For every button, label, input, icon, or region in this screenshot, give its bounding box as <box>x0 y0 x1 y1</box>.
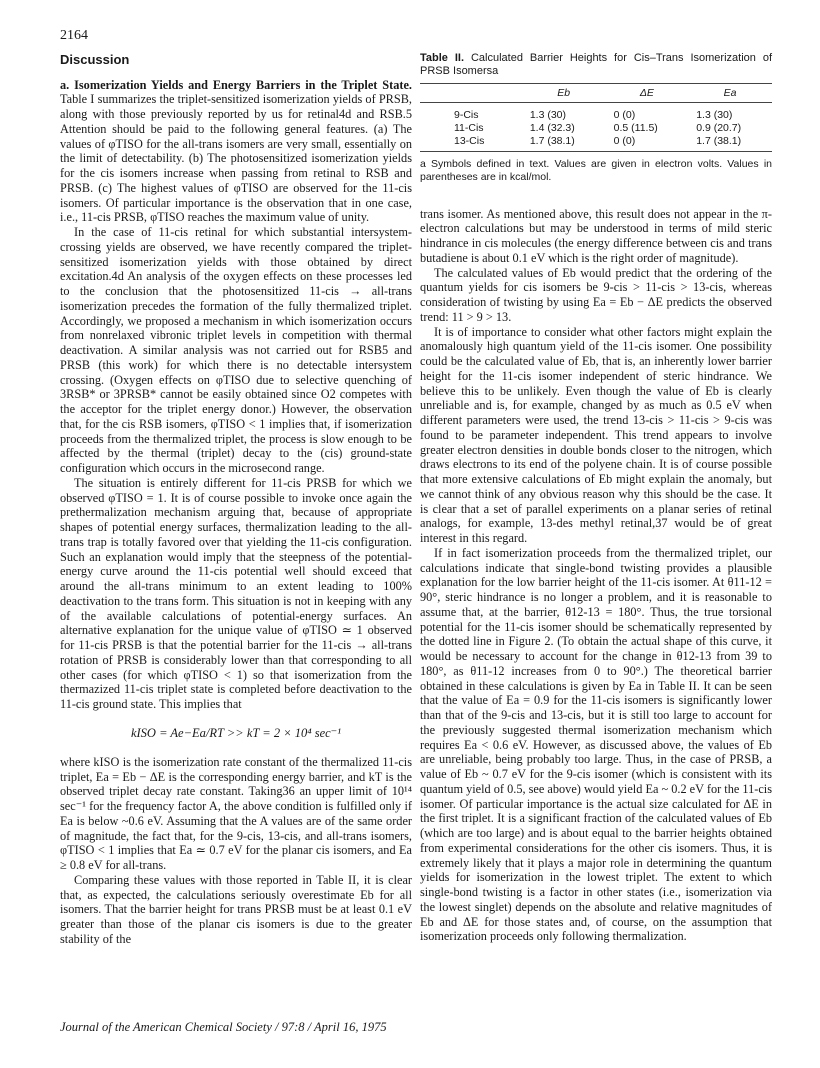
paragraph: The calculated values of Eb would predict that the ordering of the quantum yields for cis isomers be 9-cis > 11-cis > 13-cis, whereas consideration of twisting by using Ea = Eb − ΔE predicts the observed trend: 11 > 9 > 13. <box>420 265 772 324</box>
table-cell: 0 (0) <box>606 135 689 152</box>
table-cell: 1.3 (30) <box>529 108 567 121</box>
barrier-table <box>420 83 772 152</box>
table-cell: 9-Cis <box>454 108 479 121</box>
left-column <box>60 52 412 947</box>
paragraph: trans isomer. As mentioned above, this result does not appear in the π-electron calculations but may be understood in terms of mild steric hindrance in cis molecules (the energy difference between cis and trans butadiene is about 0.1 eV which is the right order of magnitude). <box>420 206 772 265</box>
paragraph: Comparing these values with those reported in Table II, it is clear that, as expected, the calculations seriously overestimate Eb for all isomers. That the barrier height for trans PRSB must be at least 0.1 eV greater than those of the planar cis isomers is due to the greater stability of the <box>60 872 412 946</box>
table-corner <box>420 84 522 103</box>
page-number: 2164 <box>60 28 88 43</box>
table-cell: 1.7 (38.1) <box>688 135 772 152</box>
table-row <box>420 122 772 135</box>
table-label: Table II. <box>420 52 465 64</box>
table-header-eb: Eb <box>522 84 606 103</box>
journal-footer: Journal of the American Chemical Society / 97:8 / April 16, 1975 <box>60 1020 387 1034</box>
table-cell: 11-Cis <box>454 122 484 135</box>
table-caption <box>420 52 772 78</box>
table-header-ea: Ea <box>688 84 772 103</box>
table-cell: 1.7 (38.1) <box>522 135 606 152</box>
table-cell: 1.3 (30) <box>696 108 733 121</box>
table-cell: 0.9 (20.7) <box>696 122 742 135</box>
paragraph: If in fact isomerization proceeds from the thermalized triplet, our calculations indicate that single-bond twisting provides a plausible explanation for the low barrier height of the 11-cis isomer. At θ11-12 = 90°, steric hindrance is no longer a problem, and it is reasonable to assume that, at the barrier, θ12-13 = 180°. Thus, the true torsional potential for the 11-cis isomer should be schematically represented by the dotted line in Figure 2. (To obtain the actual shape of this curve, it would be necessary to account for the change in θ12-13 from 39 to 180°, as θ11-12 increases from 0 to 90°.) The theoretical barrier obtained in these calculations is given by Ea in Table II. It can be seen that the value of Ea = 0.9 for the 11-cis isomers is significantly lower than that of the 9-cis and 13-cis, but it is still too large to account for the previously suggested thermal isomerization mechanism which requires Ea < 0.6 eV. However, as discussed above, the values of Eb are unreliable, being probably too large. Thus, in the case of PRSB, a value of Eb ~ 0.7 eV for the 9-cis isomer (which is consistent with its quantum yield of 0.5, see above) would yield Ea ~ 0.2 eV for the 11-cis isomer. Of particular importance is the actual size calculated for ΔE in the first triplet. It is a significant fraction of the calculated values of Eb (which are too large) and is about equal to the barrier heights obtained from experimental considerations for the other cis isomers. Thus, it is extremely likely that it plays a major role in determining the quantum yields for isomerization in the lowest triplet. The extent to which single-bond twisting is a factor in other states (i.e., isomerization via the lowest singlet) depends on the absolute and relative magnitudes of Eb and ΔE for those states and, of course, on the assumption that isomerization proceeds only following thermalization. <box>420 545 772 944</box>
table-row <box>420 135 772 152</box>
table-header-delta-e: ΔE <box>606 84 689 103</box>
right-column <box>420 52 772 944</box>
table-cell: 1.4 (32.3) <box>529 122 575 135</box>
table-row <box>420 102 772 122</box>
subsection-title: a. Isomerization Yields and Energy Barriers in the Triplet State. <box>60 77 412 92</box>
paragraph: where kISO is the isomerization rate constant of the thermalized 11-cis triplet, Ea = Eb − ΔE is the corresponding energy barrier, and kT is the observed triplet decay rate constant. Taking36 an upper limit of 10¹⁴ sec⁻¹ for the frequency factor A, the above condition is fulfilled only if Ea is below ~0.6 eV. Assuming that the A values are of the same order of magnitude, the fact that, for the 9-cis, 13-cis, and all-trans isomers, φTISO < 1 implies that Ea ≃ 0.7 eV for the planar cis isomers, and Ea ≥ 0.8 eV for all-trans. <box>60 754 412 873</box>
paragraph: It is of importance to consider what other factors might explain the anomalously high quantum yield of the 11-cis isomer. One possibility could be the calculated value of Eb, that is, an inherently lower barrier height for the 11-cis isomer independent of steric hindrance. We believe this to be unlikely. Even though the value of Eb is clearly unreliable and is, for example, changed by as much as 0.5 eV when different parameters were used, the trend 13-cis > 11-cis > 9-cis was found to be parameter independent. This trend appears to involve greater electron densities in double bonds closer to the nitrogen, which draws electrons to its end of the polyene chain. It is of course possible that more extensive calculations of Eb might explain the anomaly, but we cannot think of any obvious reason why this should be the case. It is clear that a set of parallel experiments on a planar series of retinal analogs, for example, 13-des methyl retinal,37 would be of great interest in this regard. <box>420 324 772 546</box>
table-cell: 0.5 (11.5) <box>613 122 658 135</box>
table-cell: 0 (0) <box>613 108 636 121</box>
equation: kISO = Ae−Ea/RT >> kT = 2 × 10⁴ sec⁻¹ <box>130 725 342 740</box>
paragraph: The situation is entirely different for 11-cis PRSB for which we observed φTISO = 1. It is of course possible to invoke once again the prethermalization mechanism arguing that, because of appropriate shapes of potential energy surfaces, thermalization leading to the all-trans trap is totally favored over that yielding the 11-cis configuration. Such an explanation would imply that the steepness of the potential-energy curve around the 11-cis potential well should exceed that around the all-trans minimum to an extent leading to 100% deactivation to the trans form. This situation is not in keeping with any of the available calculations of potential-energy surfaces. An alternative explanation for the unique value of φTISO ≃ 1 observed for 11-cis PRSB is that the potential barrier for the 11-cis → all-trans rotation of PRSB is considerably lower than that corresponding to all other cases (for which φTISO < 1) so that isomerization from the thermazized 11-cis triplet state is completed before deactivation to the 11-cis ground state. This implies that <box>60 475 412 712</box>
paragraph-text: Table I summarizes the triplet-sensitized isomerization yields of PRSB, along with those previously reported by us for retinal4d and RSB.5 Attention should be paid to the following general features. (a) The values of φTISO for the all-trans isomers are very small, essentially on the limit of detectability. (b) The photosensitized isomerization yields for the cis isomers increase when passing from retinal to RSB and PRSB. (c) The highest values of φTISO are observed for the 11-cis isomers. Of particular importance is the observation that in one case, i.e., 11-cis PRSB, φTISO reaches the maximum value of unity. <box>60 92 412 225</box>
table-caption-text: Calculated Barrier Heights for Cis–Trans Isomerization of PRSB Isomersa <box>420 52 772 78</box>
table-footnote: a Symbols defined in text. Values are given in electron volts. Values in parentheses are in kcal/mol. <box>420 158 772 184</box>
table-cell: 13-Cis <box>420 135 522 152</box>
paragraph: In the case of 11-cis retinal for which substantial intersystem-crossing yields are observed, we have recently compared the triplet-sensitized isomerization yields with those obtained by direct excitation.4d An analysis of the oxygen effects on these processes led to the conclusion that the photosensitized 11-cis → all-trans isomerization precedes the formation of the fully thermalized triplet. Accordingly, we proposed a mechanism in which isomerization occurs from nonrelaxed vibronic triplet levels in competition with thermal deactivation. A similar analysis was not carried out for RSB5 and PRSB (this work) for which there is no detectable intersystem crossing. (Oxygen effects on φTISO due to selective quenching of 3RSB* or 3PRSB* cannot be easily obtained since O2 competes with the acceptor for the triplet energy donor.) However, the observation that, for the cis RSB isomers, φTISO < 1 implies that, if isomerization proceeds from the thermalized triplet, the process is slow enough to be affected by the thermal (triplet) decay to the (cis) ground-state configuration which occurs in the microsecond range. <box>60 225 412 476</box>
paragraph <box>60 78 412 226</box>
section-heading: Discussion <box>60 52 130 67</box>
